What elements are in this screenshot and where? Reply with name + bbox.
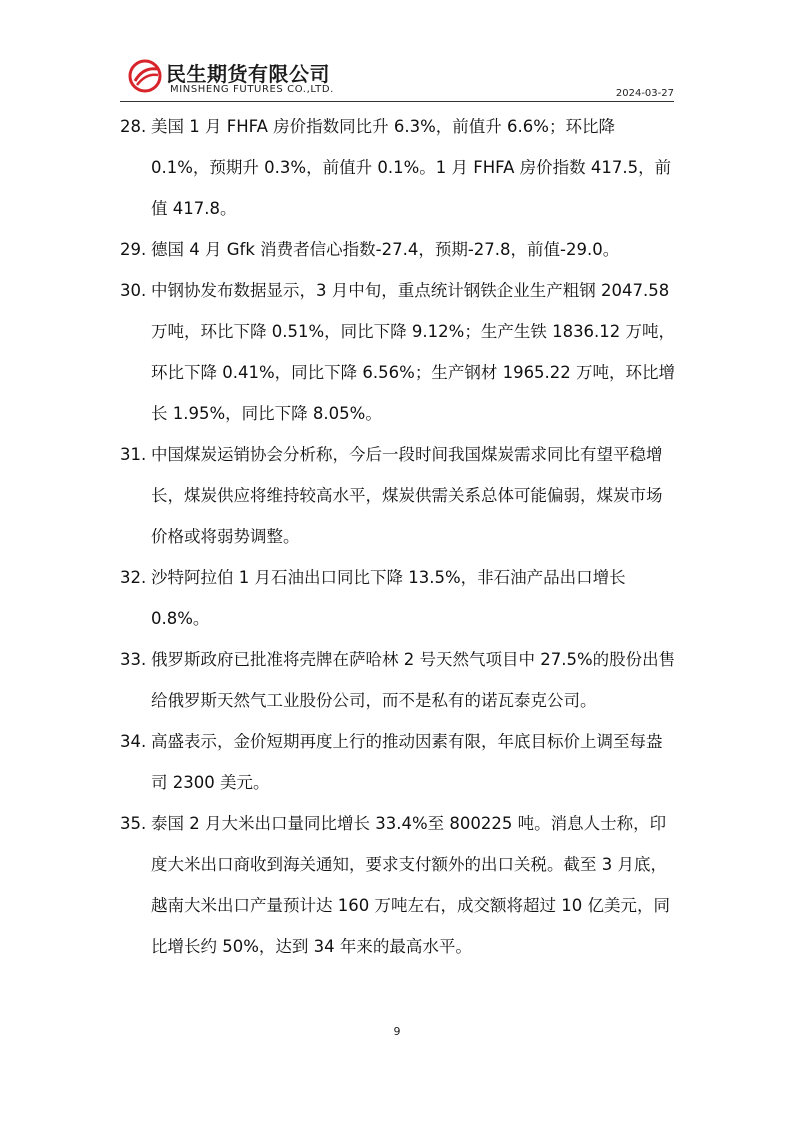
company-name-en: MINSHENG FUTURES CO.,LTD. <box>170 84 334 95</box>
header-divider <box>120 101 674 102</box>
page-header <box>120 52 674 102</box>
company-name-cn: 民生期货有限公司 <box>166 62 330 86</box>
news-item: 33. 俄罗斯政府已批准将壳牌在萨哈林 2 号天然气项目中 27.5%的股份出售给俄罗斯天然气工业股份公司，而不是私有的诺瓦泰克公司。 <box>120 650 676 710</box>
minsheng-logo-icon <box>128 59 162 93</box>
news-item: 35. 泰国 2 月大米出口量同比增长 33.4%至 800225 吨。消息人士称，印度大米出口商收到海关通知，要求支付额外的出口关税。截至 3 月底，越南大米出口产量预计达 160 万吨左右，成交额将超过 10 亿美元，同比增长约 50%，达到 34 年来的最高水平。 <box>120 814 670 956</box>
news-item: 28. 美国 1 月 FHFA 房价指数同比升 6.3%，前值升 6.6%；环比降 0.1%，预期升 0.3%，前值升 0.1%。1 月 FHFA 房价指数 417.5，前值 417.8。 <box>120 117 672 218</box>
news-item: 34. 高盛表示，金价短期再度上行的推动因素有限，年底目标价上调至每盎司 2300 美元。 <box>120 732 663 792</box>
news-item: 30. 中钢协发布数据显示，3 月中旬，重点统计钢铁企业生产粗钢 2047.58 万吨，环比下降 0.51%，同比下降 9.12%；生产生铁 1836.12 万吨，环比下降 0.41%，同比下降 6.56%；生产钢材 1965.22 万吨，环比增长 1.95%，同比下降 8.05%。 <box>120 281 676 423</box>
report-date: 2024-03-27 <box>615 88 674 99</box>
news-item: 32. 沙特阿拉伯 1 月石油出口同比下降 13.5%，非石油产品出口增长 0.8%。 <box>120 568 626 628</box>
page-number: 9 <box>393 1025 401 1038</box>
news-item: 31. 中国煤炭运销协会分析称，今后一段时间我国煤炭需求同比有望平稳增长，煤炭供应将维持较高水平，煤炭供需关系总体可能偏弱，煤炭市场价格或将弱势调整。 <box>120 445 663 546</box>
news-list <box>120 106 676 967</box>
news-item: 29. 德国 4 月 Gfk 消费者信心指数-27.4，预期-27.8，前值-29.0。 <box>120 240 620 259</box>
